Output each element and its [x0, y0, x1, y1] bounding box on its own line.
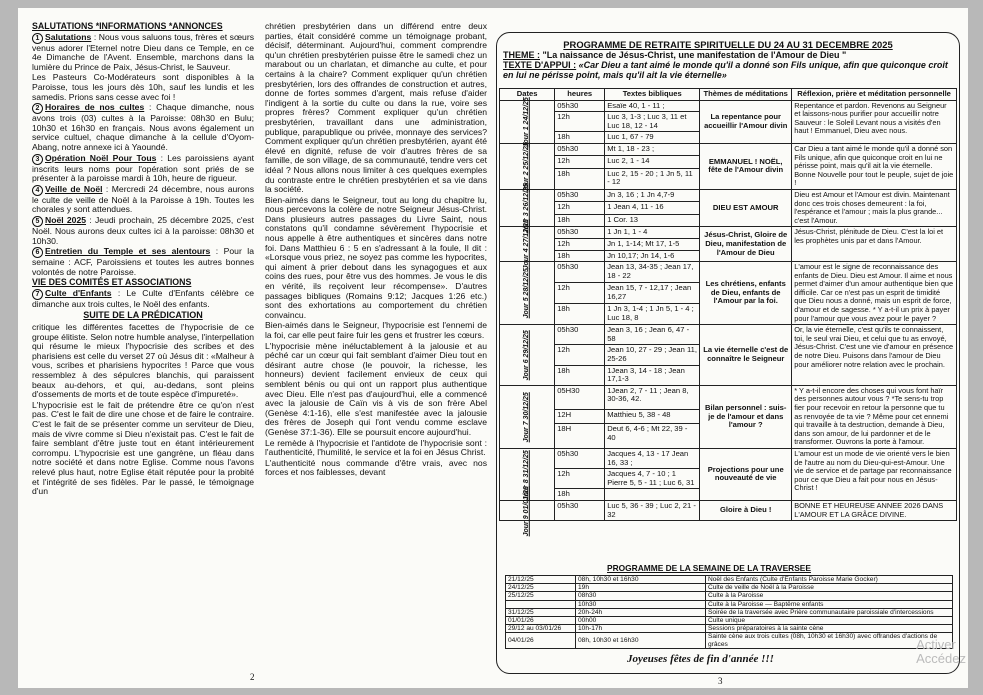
- slot-hour: 12h: [555, 112, 605, 132]
- slot-text: Luc 2, 1 - 14: [605, 156, 700, 168]
- paragraph: L'authenticité nous commande d'être vrais, avec nos forces et nos faiblesses, devant: [265, 457, 487, 478]
- slot-text: Jacques 4, 7 - 10 ; 1 Pierre 5, 5 - 11 ; Luc 6, 31: [605, 469, 700, 489]
- day-theme: Bilan personnel : suis-je de l'amour et dans l'amour ?: [700, 385, 792, 448]
- slot-text: Jn 1, 1-14; Mt 17, 1-5: [605, 238, 700, 250]
- week-date: 04/01/26: [506, 633, 576, 648]
- day-date-label: Jour 6 29/12/25: [522, 330, 530, 381]
- verse-label: TEXTE D'APPUI :: [503, 60, 577, 70]
- week-row: [506, 625, 953, 633]
- activation-watermark: [916, 638, 966, 666]
- column-header: Dates: [500, 89, 555, 101]
- week-activity: Sessions préparatoires à la sainte cène: [706, 625, 953, 633]
- day-theme: Projections pour une nouveauté de vie: [700, 448, 792, 500]
- item-heading: Horaires de nos cultes: [45, 102, 145, 113]
- week-row: [506, 592, 953, 600]
- day-date: [500, 219, 555, 270]
- slot-hour: 05h30: [555, 325, 605, 345]
- day-date: [500, 262, 555, 325]
- week-hour: 10h30: [576, 600, 706, 608]
- program-row: [500, 189, 957, 201]
- column-header: Textes bibliques: [605, 89, 700, 101]
- week-row: [506, 608, 953, 616]
- day-reflection: Jésus-Christ, plénitude de Dieu. C'est la loi et les prophètes unis par et dans l'Amour.: [792, 227, 957, 262]
- announcement-item: [32, 216, 254, 246]
- week-activity: Culte à la Paroisse — Baptême enfants: [706, 600, 953, 608]
- announcement-item: [32, 33, 254, 73]
- week-activity: Culte unique: [706, 617, 953, 625]
- slot-hour: 18h: [555, 132, 605, 144]
- day-reflection: Dieu est Amour et l'Amour est divin. Maintenant donc ces trois choses demeurent : la foi, l'espérance et l'amour ; mais la plus grande... c'est l'Amour.: [792, 189, 957, 226]
- slot-text: 1Jean 2, 7 - 11 ; Jean 8, 30-36, 42.: [605, 385, 700, 410]
- day-date-label: Jour 1 24/12/25: [522, 97, 530, 148]
- week-activity: Culte à la Paroisse: [706, 592, 953, 600]
- day-reflection: L'amour est le signe de reconnaissance des enfants de Dieu. Dieu est Amour. Il aime et nous permet d'aimer d'un amour authentique bien que difficile. Car ce n'est pas un esprit de timidité que Dieu nous a donné, mais un esprit de force, d'amour et de sagesse. * Y a-t-il un prix à payer pour l'amour que vous avez pour le payer ?: [792, 262, 957, 325]
- week-hour: 08h, 10h30 et 16h30: [576, 576, 706, 584]
- left-column-2: [265, 22, 487, 656]
- announcement-item: [32, 289, 254, 310]
- paragraph: L'hypocrisie mène inéluctablement à la jalousie et au péché car un cœur qui fait semblant d'aimer Dieu tout en désirant autre chose (le pouvoir, la richesse, les honneurs) devient facilement envieux de ceux qui semblent bénis ou qui ont un rapport plus authentique avec Dieu. Elle n'est pas d'aujourd'hui, elle a commencé avec la jalousie de Caïn vis à vis de son frère Abel (Genèse 4:1-16), elle s'est manifestée avec la jalousie des frères de Joseph qui l'ont vendu comme esclave (Genèse 37:1-36). Elle se poursuit encore aujourd'hui.: [265, 340, 487, 437]
- day-reflection: Repentance et pardon. Revenons au Seigneur et laissons-nous purifier pour accueillir notre Sauveur : le Soleil Levant nous a visités d'en haut ! Emmanuel, Dieu avec nous.: [792, 100, 957, 143]
- closing-greeting: Joyeuses fêtes de fin d'année !!!: [627, 653, 774, 665]
- slot-hour: 05h30: [555, 262, 605, 283]
- slot-hour: 05h30: [555, 500, 605, 520]
- slot-hour: 18h: [555, 304, 605, 325]
- slot-hour: 05h30: [555, 143, 605, 155]
- item-heading: Culte d'Enfants: [45, 287, 112, 298]
- slot-text: 1Jean 3, 14 - 18 ; Jean 17,1-3: [605, 365, 700, 385]
- item-number: 3: [32, 154, 43, 165]
- slot-text: 1 Jn 3, 1-4 ; 1 Jn 5, 1 - 4 ; Luc 18, 8: [605, 304, 700, 325]
- paragraph: Les Pasteurs Co-Modérateurs sont disponibles à la Paroisse, tous les jours dès 10h, sauf les lundis et les samedis. Prions sans cesse avec foi !: [32, 72, 254, 102]
- slot-text: [605, 489, 700, 501]
- slot-hour: 12h: [555, 156, 605, 168]
- item-heading: Veille de Noël: [45, 183, 103, 194]
- week-date: 29/12 au 03/01/26: [506, 625, 576, 633]
- slot-text: Jacques 4, 13 - 17 Jean 16, 33 ;: [605, 448, 700, 468]
- slot-text: Mt 1, 18 - 23 ;: [605, 143, 700, 155]
- week-hour: 08h, 10h30 et 16h30: [576, 633, 706, 648]
- week-program-table: [505, 575, 953, 649]
- section-title: VIE DES COMITÉS ET ASSOCIATIONS: [32, 277, 192, 288]
- section-title: SALUTATIONS *INFORMATIONS *ANNONCES: [32, 21, 223, 31]
- day-reflection: Or, la vie éternelle, c'est qu'ils te connaissent, toi, le seul vrai Dieu, et celui que tu as envoyé, Jésus-Christ. C'est une vie d'amour en présence de notre Dieu. Puisons dans l'amour de Dieu pour améliorer notre relation avec le prochain.: [792, 325, 957, 386]
- day-theme: Jésus-Christ, Gloire de Dieu, manifestation de l'Amour de Dieu: [700, 227, 792, 262]
- week-hour: 00h00: [576, 617, 706, 625]
- program-row: [500, 448, 957, 468]
- day-theme: La vie éternelle c'est de connaître le Seigneur: [700, 325, 792, 386]
- program-title: PROGRAMME DE RETRAITE SPIRITUELLE DU 24 AU 31 DECEMBRE 2025: [563, 39, 893, 50]
- day-date-label: Jour 3 26/12/25: [522, 183, 530, 234]
- page-number-right: 3: [718, 676, 723, 686]
- week-date: 21/12/25: [506, 576, 576, 584]
- slot-hour: 12h: [555, 469, 605, 489]
- week-activity: Sainte cène aux trois cultes (08h, 10h30 et 16h30) avec offrandes d'actions de grâces: [706, 633, 953, 648]
- slot-hour: 18h: [555, 489, 605, 501]
- slot-hour: 18h: [555, 250, 605, 262]
- sermon-banner: SUITE DE LA PRÉDICATION: [83, 310, 203, 321]
- slot-text: Jean 10, 27 - 29 ; Jean 11, 25-26: [605, 345, 700, 365]
- item-number: 6: [32, 247, 43, 258]
- item-number: 5: [32, 216, 43, 227]
- slot-text: Jn 3, 16 ; 1 Jn 4,7-9: [605, 189, 700, 201]
- slot-hour: 05h30: [555, 100, 605, 112]
- slot-hour: 12h: [555, 238, 605, 250]
- week-date: 24/12/25: [506, 584, 576, 592]
- announcement-item: [32, 185, 254, 215]
- retreat-program-table: [499, 88, 957, 537]
- paragraph: Bien-aimés dans le Seigneur, tout au long du chapitre lu, nous percevons la colère de notre Seigneur Jésus-Christ. Dans plusieurs autres passages du Livre Saint, nous constatons qu'il condamne sévèrement l'hypocrisie et nous appelle à être authentiques et sincères dans notre foi. Dans Matthieu 6 : 5 en s'adressant à la foule, Il dit : «Lorsque vous priez, ne soyez pas comme les hypocrites, qui aiment à prier debout dans les synagogues et aux coins des rues, pour être vus des hommes. Je vous le dis en vérité, ils reçoivent leur récompense». D'autres passages bibliques (Romains 9:12; Jacques 1:26 etc.) sont des exhortations au comportement du chrétien convaincu.: [265, 194, 487, 320]
- day-date: [500, 385, 555, 448]
- item-number: 4: [32, 185, 43, 196]
- verse-text: «Car Dieu a tant aimé le monde qu'il a donné son Fils unique, afin que quiconque croit en lui ne périsse point, mais qu'il ait la vie éternelle»: [503, 60, 948, 80]
- day-date-label: Jour 8 31/12/25: [522, 449, 530, 501]
- column-header: Thèmes de méditations: [700, 89, 792, 101]
- day-date: [500, 325, 555, 386]
- program-row: [500, 143, 957, 155]
- week-date: 25/12/25: [506, 592, 576, 600]
- slot-hour: 18h: [555, 365, 605, 385]
- day-date-label: Jour 2 25/12/25: [522, 141, 530, 193]
- slot-hour: 05H30: [555, 385, 605, 410]
- item-number: 7: [32, 289, 43, 300]
- day-reflection: Car Dieu a tant aimé le monde qu'il a donné son Fils unique, afin que quiconque croit en lui ne périsse point, mais qu'il ait la vie éternelle. Bonne Nouvelle pour tout le peuple, sujet de joie !: [792, 143, 957, 189]
- week-activity: Culte de veille de Noël à la Paroisse: [706, 584, 953, 592]
- slot-text: Luc 3, 1-3 ; Luc 3, 11 et Luc 18, 12 - 14: [605, 112, 700, 132]
- week-row: [506, 576, 953, 584]
- announcement-item: [32, 154, 254, 184]
- day-theme: La repentance pour accueillir l'Amour divin: [700, 100, 792, 143]
- slot-text: 1 Cor. 13: [605, 214, 700, 226]
- slot-hour: 18h: [555, 214, 605, 226]
- slot-text: Luc 2, 15 - 20 ; 1 Jn 5, 11 - 12: [605, 168, 700, 189]
- slot-hour: 18h: [555, 168, 605, 189]
- slot-hour: 12h: [555, 202, 605, 214]
- paragraph: Bien-aimés dans le Seigneur, l'hypocrisie est l'ennemi de la foi, car elle peut faire fuir les gens et frustrer les cœurs.: [265, 320, 487, 340]
- program-row: [500, 227, 957, 239]
- week-row: [506, 633, 953, 648]
- week-row: [506, 584, 953, 592]
- watermark-line-1: Activer: [916, 637, 956, 652]
- program-header-row: [500, 89, 957, 101]
- slot-text: 1 Jean 4, 11 - 16: [605, 202, 700, 214]
- theme-label: THEME :: [503, 50, 540, 60]
- item-text: : Nous vous saluons tous, frères et sœurs venus adorer l'Eternel notre Dieu dans ce Temple, en ce 4e Dimanche de l'Avent. Ensemble, marchons dans la lumière du Prince de Paix, Jésus-Christ, le Sauveur.: [32, 31, 254, 72]
- slot-hour: 12H: [555, 410, 605, 424]
- item-number: 2: [32, 103, 43, 114]
- slot-text: Jean 13, 34-35 ; Jean 17, 18 - 22: [605, 262, 700, 283]
- paragraph: L'hypocrisie est le fait de prétendre être ce qu'on n'est pas. C'est le fait de dire une chose et de faire le contraire. C'est le fait de se présenter comme un serviteur de Dieu, mais de vivre comme si Dieu n'existait pas. C'est le fait de faire semblant d'être juste tout en étant intérieurement corrompu. L'hypocrisie est une gangrène, un fléau dans notre société et dans notre Eglise. Comme nous l'avons relevé plus haut, notre Eglise était réputée pour la probité et l'intégrité de ses fidèles. Par le passé, le témoignage d'un: [32, 399, 254, 497]
- slot-text: Luc 5, 36 - 39 ; Luc 2, 21 - 32: [605, 500, 700, 520]
- day-date-label: Jour 7 30/12/25: [522, 392, 530, 443]
- day-date: [500, 97, 555, 148]
- item-number: 1: [32, 33, 43, 44]
- week-hour: 08h30: [576, 592, 706, 600]
- slot-text: Jn 10,17; Jn 14, 1-6: [605, 250, 700, 262]
- paragraph: critique les différentes facettes de l'hypocrisie de ce groupe élitiste. Selon notre humble analyse, l'interpellation qui résume le mieux l'hypocrisie des scribes et des pharisiens est celle du verset 27 où Jésus dit : «Malheur à vous, scribes et pharisiens hypocrites ! Parce que vous ressemblez à des sépulcres blanchis, qui paraissent beaux au-dehors, et qui, au-dedans, sont pleins d'ossements de morts et de toute espèce d'impureté».: [32, 322, 254, 400]
- announcement-item: [32, 247, 254, 277]
- program-row: [500, 500, 957, 520]
- slot-hour: 05h30: [555, 227, 605, 239]
- paragraph: chrétien presbytérien dans un différend entre deux parties, était considéré comme un témoignage probant, décisif, déterminant. Aujourd'hui, comment comprendre qu'un chrétien presbytérien puisse être le samedi chez un marabout ou un charlatan, et dimanche au culte, et pour certains à la chaire? Comment expliquer qu'un chrétien presbytérien, lors des offrandes de construction et autres, donne de fortes sommes d'argent, mais refuse d'aider l'indigent à la sortie du culte ou dans la rue, voire ses propres frères? Comment expliquer qu'un chrétien presbytérien, travaillant dans une administration, publique, parapublique ou privée, monnaye des services? Comment expliquer qu'un chrétien presbytérien, ayant été élevé en dignité, refuse de voir d'autres frères de sa famille, de son village, de sa communauté, tendre vers cet idéal ? Nous allons nous limiter à ces quelques exemples du contraste entre le chrétien presbytérien et sa vie dans la société.: [265, 21, 487, 195]
- item-text: : Pour la semaine : ACF, Paroissiens et toutes les autres bonnes volontés de notre Paroisse.: [32, 246, 254, 277]
- slot-text: Matthieu 5, 38 - 48: [605, 410, 700, 424]
- week-hour: 10h-17h: [576, 625, 706, 633]
- slot-text: 1 Jn 1, 1 - 4: [605, 227, 700, 239]
- week-row: [506, 600, 953, 608]
- day-date-label: Jour 4 27/12/25: [522, 219, 530, 270]
- week-hour: 20h-24h: [576, 608, 706, 616]
- day-reflection: L'amour est un mode de vie orienté vers le bien de l'autre au nom du Dieu-qui-est-Amour. Une vie de service et de partage par reconnaissance pour ce que Dieu a fait pour nous en Jésus-Christ !: [792, 448, 957, 500]
- item-text: : Jeudi prochain, 25 décembre 2025, c'est Noël. Nous aurons deux cultes ici à la paroisse: 08h30 et 10h30.: [32, 214, 254, 246]
- item-text: : Chaque dimanche, nous avons trois (03) cultes à la Paroisse: 08h30 en Bulu; 10h30 et 16h30 en français. Nous avons également un service cultuel, chaque dimanche à la cellule d'Oyom-Abang, notre annexe ici à Yaoundé.: [32, 102, 254, 152]
- left-column-1: [32, 22, 254, 656]
- paragraph: Le remède à l'hypocrisie et l'antidote de l'hypocrisie sont : l'authenticité, l'humilité, le service et la foi en Jésus Christ.: [265, 437, 487, 458]
- week-activity: Noël des Enfants (Culte d'Enfants Paroisse Marie Gocker): [706, 576, 953, 584]
- day-date-label: Jour 5 28/12/25: [522, 268, 530, 319]
- item-heading: Noël 2025: [45, 214, 87, 225]
- theme-block: [503, 50, 953, 80]
- program-row: [500, 100, 957, 112]
- program-row: [500, 385, 957, 410]
- slot-text: Luc 1, 67 - 79: [605, 132, 700, 144]
- day-theme: DIEU EST AMOUR: [700, 189, 792, 226]
- column-header: Réflexion, prière et méditation personnelle: [792, 89, 957, 101]
- slot-text: Jean 15, 7 - 12,17 ; Jean 16,27: [605, 283, 700, 304]
- slot-text: Deut 6, 4-6 ; Mt 22, 39 - 40: [605, 424, 700, 449]
- slot-hour: 18H: [555, 424, 605, 449]
- program-row: [500, 325, 957, 345]
- slot-text: Esaïe 40, 1 - 11 ;: [605, 100, 700, 112]
- day-theme: Gloire à Dieu !: [700, 500, 792, 520]
- week-date: 01/01/26: [506, 617, 576, 625]
- slot-hour: 12h: [555, 345, 605, 365]
- item-heading: Opération Noël Pour Tous: [45, 152, 157, 163]
- slot-hour: 12h: [555, 283, 605, 304]
- day-date: [500, 485, 555, 537]
- left-page: [32, 22, 487, 662]
- column-header: heures: [555, 89, 605, 101]
- watermark-line-2: Accédez: [916, 651, 966, 666]
- week-date: 31/12/25: [506, 608, 576, 616]
- day-date-label: Jour 9 01/01/26: [522, 485, 530, 537]
- slot-hour: 05h30: [555, 448, 605, 468]
- bulletin-sheet: [18, 8, 968, 688]
- theme-text: "La naissance de Jésus-Christ, une manifestation de l'Amour de Dieu ": [540, 50, 847, 60]
- item-heading: Entretien du Temple et ses alentours: [45, 246, 211, 257]
- program-row: [500, 262, 957, 283]
- page-number-left: 2: [250, 672, 255, 682]
- week-date: [506, 600, 576, 608]
- week-program-title: PROGRAMME DE LA SEMAINE DE LA TRAVERSEE: [607, 563, 811, 573]
- slot-hour: 05h30: [555, 189, 605, 201]
- day-theme: Les chrétiens, enfants de Dieu, enfants de l'Amour par la foi.: [700, 262, 792, 325]
- item-text: : Mercredi 24 décembre, nous aurons le culte de veille de Noël à la Paroisse à 19h. Toutes les chorales y sont attendues.: [32, 183, 254, 215]
- day-reflection: * Y a-t-il encore des choses qui vous font haïr des personnes autour vous ? *Te sens-tu trop fier pour recevoir en retour la personne que tu as renvoyée de ta vie ? Même pour cet ennemi qui travaille à ta destruction, demande à Dieu, dans son amour, de lui pardonner et de le transformer. Ouvrons la porte à l'amour.: [792, 385, 957, 448]
- item-heading: Salutations: [45, 31, 92, 42]
- announcement-item: [32, 103, 254, 152]
- week-hour: 19h: [576, 584, 706, 592]
- item-text: : Le Culte d'Enfants célèbre ce dimanche aux trois cultes, le Noël des enfants.: [32, 287, 254, 309]
- item-text: : Les paroissiens ayant inscrits leurs noms pour l'opération sont priés de se présenter à la paroisse mardi à 10h, heure de rigueur.: [32, 152, 254, 184]
- week-activity: Soirée de la traversée avec Prière communautaire paroissiale d'intercessions: [706, 608, 953, 616]
- week-row: [506, 617, 953, 625]
- day-theme: EMMANUEL ! NOËL, fête de l'Amour divin: [700, 143, 792, 189]
- day-reflection: BONNE ET HEUREUSE ANNEE 2026 DANS L'AMOUR ET LA GRÂCE DIVINE.: [792, 500, 957, 520]
- right-page: [496, 32, 960, 674]
- slot-text: Jean 3, 16 ; Jean 6, 47 - 58: [605, 325, 700, 345]
